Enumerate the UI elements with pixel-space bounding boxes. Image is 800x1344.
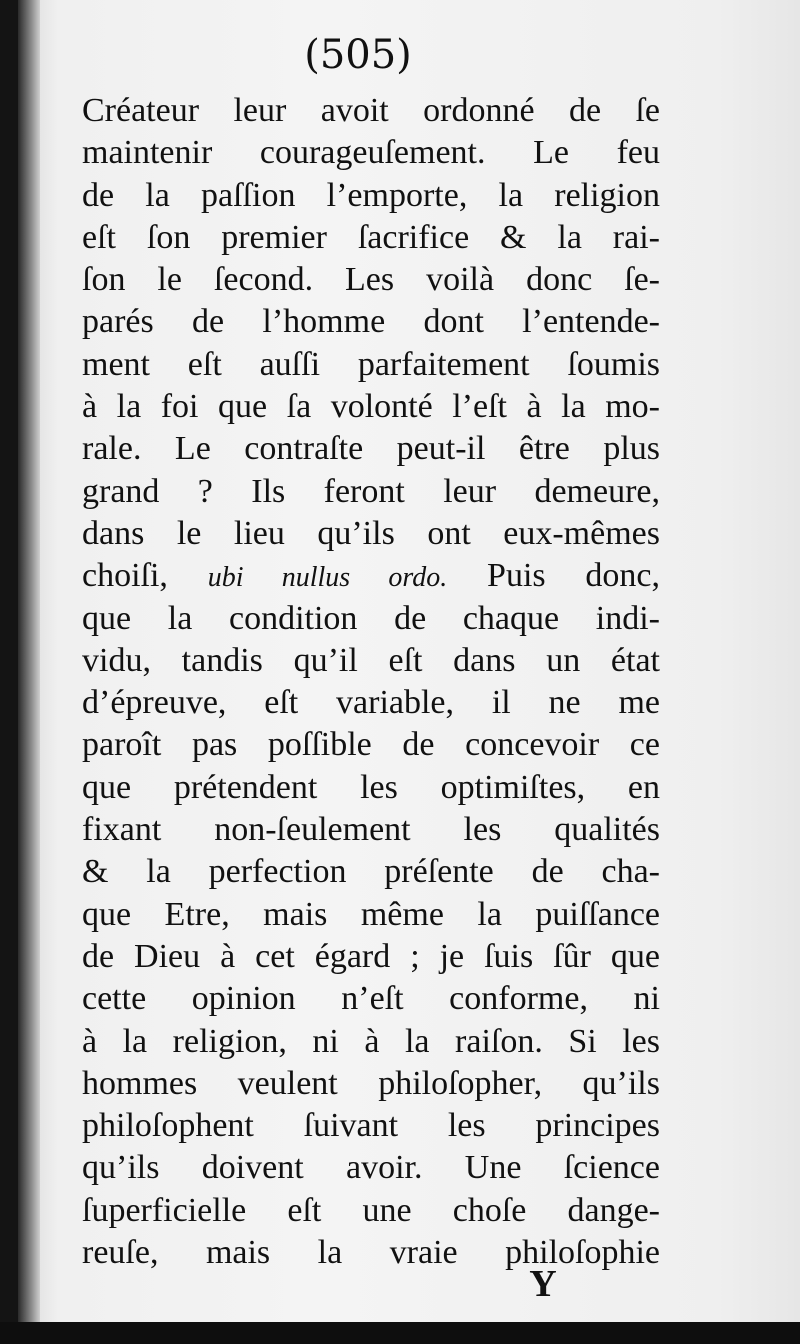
book-gutter-shadow <box>18 0 40 1344</box>
text-line: maintenir courageuſement. Le feu <box>82 134 660 172</box>
italic-latin-phrase: ubi nullus ordo. <box>207 562 448 594</box>
text-line <box>82 555 660 597</box>
text-line: que Etre, mais même la puiſſance <box>82 895 660 933</box>
text-line: & la perfection préſente de cha- <box>82 853 660 891</box>
page-number: (505) <box>304 32 412 78</box>
text-line: ſuperficielle eſt une choſe dange- <box>82 1191 660 1229</box>
text-line: eſt ſon premier ſacrifice & la rai- <box>82 218 660 256</box>
text-line: que la condition de chaque indi- <box>82 599 660 637</box>
text-line: à la foi que ſa volonté l’eſt à la mo- <box>82 388 660 426</box>
text-line: vidu, tandis qu’il eſt dans un état <box>82 641 660 679</box>
text-line: cette opinion n’eſt conforme, ni <box>82 980 660 1018</box>
show-through-bleed <box>58 1296 658 1320</box>
text-line: Créateur leur avoit ordonné de ſe <box>82 92 660 129</box>
text-line: fixant non-ſeulement les qualités <box>82 811 660 849</box>
scan-bottom-edge <box>0 1322 800 1344</box>
text-line: hommes veulent philoſopher, qu’ils <box>82 1064 660 1102</box>
text-line: de Dieu à cet égard ; je ſuis ſûr que <box>82 937 660 975</box>
text-line: grand ? Ils feront leur demeure, <box>82 472 660 510</box>
text-line: d’épreuve, eſt variable, il ne me <box>82 684 660 722</box>
text-line: ſon le ſecond. Les voilà donc ſe- <box>82 261 660 299</box>
text-segment: Puis donc, <box>447 557 660 595</box>
text-line: reuſe, mais la vraie philoſophie <box>82 1234 660 1272</box>
body-text <box>82 90 660 1274</box>
paper-sheet <box>18 0 800 1344</box>
text-segment: choiſi, <box>82 557 208 595</box>
text-line: paroît pas poſſible de concevoir ce <box>82 726 660 764</box>
catchword: Y <box>529 1263 557 1305</box>
text-line: de la paſſion l’emporte, la religion <box>82 176 660 214</box>
text-line: dans le lieu qu’ils ont eux-mêmes <box>82 514 660 552</box>
text-line: rale. Le contraſte peut-il être plus <box>82 430 660 468</box>
text-line: parés de l’homme dont l’entende- <box>82 303 660 341</box>
text-line: ment eſt auſſi parfaitement ſoumis <box>82 345 660 383</box>
text-line: philoſophent ſuivant les principes <box>82 1107 660 1145</box>
text-line: que prétendent les optimiſtes, en <box>82 768 660 806</box>
text-line: qu’ils doivent avoir. Une ſcience <box>82 1149 660 1187</box>
text-line: à la religion, ni à la raiſon. Si les <box>82 1022 660 1060</box>
